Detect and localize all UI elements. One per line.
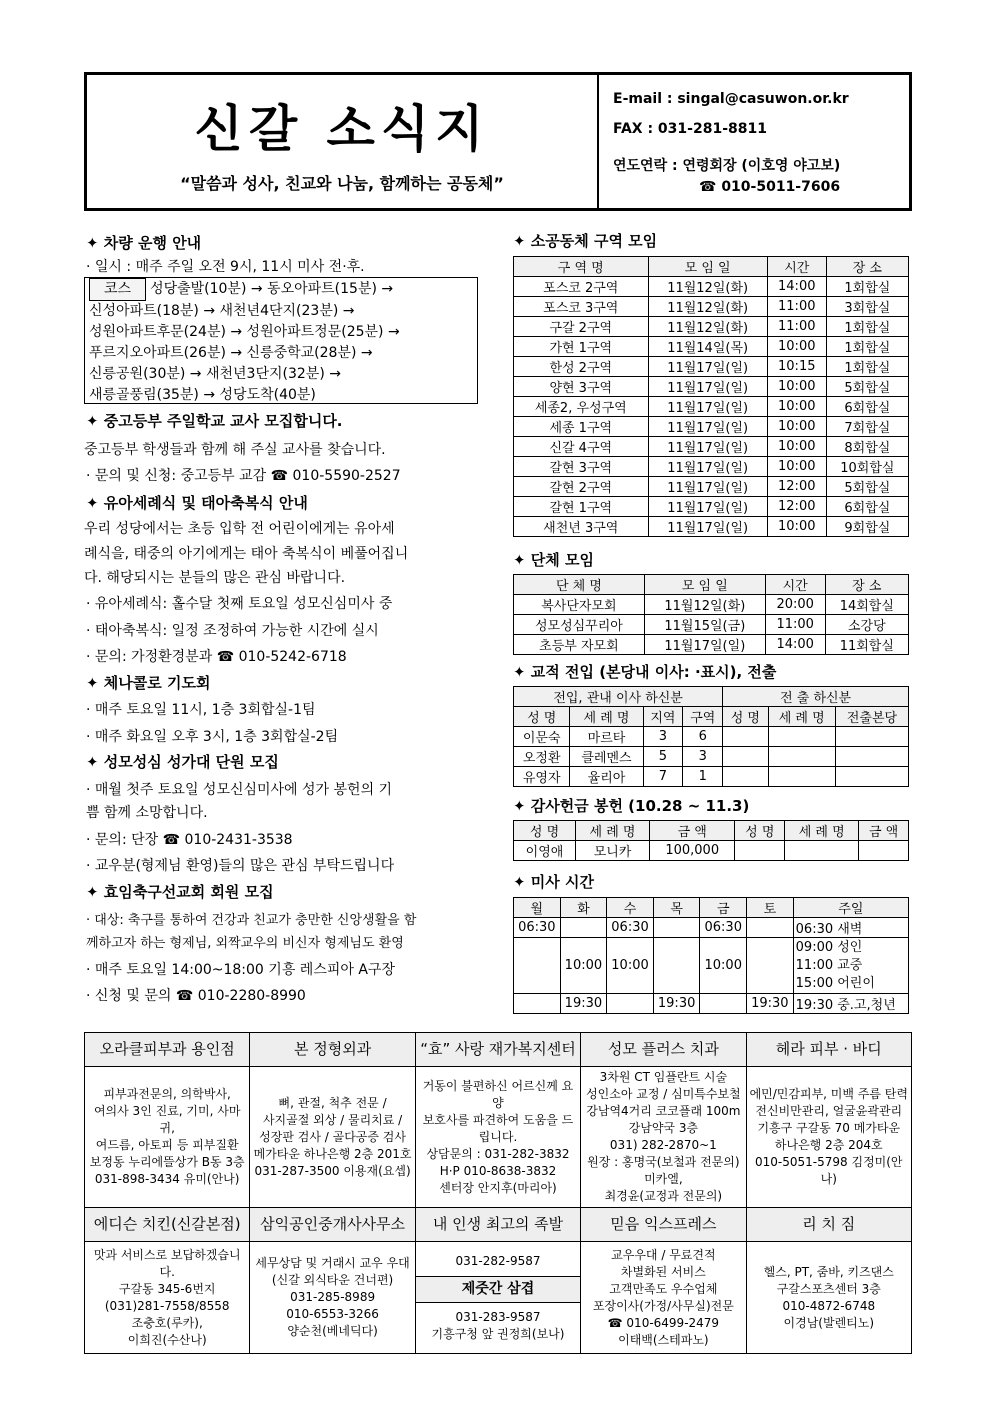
col-header: 주일: [793, 898, 908, 918]
cell: 06:30: [514, 918, 561, 938]
cell: 10:15: [767, 357, 826, 377]
section-teacher-title: ✦ 중고등부 주일학교 교사 모집합니다.: [86, 412, 343, 430]
choir-contact: · 문의: 단장 ☎ 010-2431-3538: [86, 832, 293, 848]
cell: 유영자: [514, 767, 570, 787]
ad-body: [415, 1242, 580, 1354]
cell: 10:00: [767, 457, 826, 477]
cell: 11월17일(일): [648, 357, 767, 377]
cell: 이영애: [514, 841, 576, 861]
cell: 가현 1구역: [514, 337, 649, 357]
col-header: 월: [514, 898, 561, 918]
cell: [835, 747, 908, 767]
cell: 11월17일(일): [648, 477, 767, 497]
ad-name: 본 정형외과: [250, 1033, 415, 1067]
cell: 19:30 중.고,청년: [793, 994, 908, 1014]
table-row: [514, 337, 909, 357]
cell: [835, 727, 908, 747]
ad-name: 삼익공인중개사사무소: [250, 1208, 415, 1242]
table-row: [514, 377, 909, 397]
col-header: 시간: [767, 257, 826, 277]
cell: 클레멘스: [570, 747, 643, 767]
section-mass-title: ✦ 미사 시간: [513, 873, 594, 891]
cell: 14:00: [765, 635, 825, 655]
col-header: 세 례 명: [785, 821, 859, 841]
col-header: 금 액: [859, 821, 909, 841]
cell: [723, 727, 768, 747]
table-header-row: [514, 707, 909, 727]
teacher-contact: · 문의 및 신청: 중고등부 교감 ☎ 010-5590-2527: [86, 468, 401, 484]
masthead-left: [87, 75, 599, 208]
cell: 11월17일(일): [648, 457, 767, 477]
table-row: [514, 747, 909, 767]
section-groups-title: ✦ 단체 모임: [513, 551, 594, 569]
cell: 11회합실: [825, 635, 908, 655]
cell: 3: [683, 747, 723, 767]
col-header: 토: [747, 898, 794, 918]
section-choir-title: ✦ 성모성심 성가대 단원 모집: [86, 753, 279, 771]
col-header: 구 역 명: [514, 257, 649, 277]
cell: 포스코 2구역: [514, 277, 649, 297]
table-row: [514, 277, 909, 297]
ad-line: 기흥구청 앞 권정희(보나): [431, 1326, 565, 1341]
table-row: [514, 477, 909, 497]
ad-line: 메가타운 하나은행 2층 201호: [253, 1146, 412, 1161]
cell: 06:30 새벽: [793, 918, 908, 938]
shuttle-schedule: · 일시 : 매주 주일 오전 9시, 11시 미사 전·후.: [86, 259, 365, 275]
cell: 10:00: [767, 517, 826, 537]
cenacolo-item: · 매주 화요일 오후 3시, 1층 3회합실-2팀: [86, 729, 339, 745]
ad-name: “효” 사랑 재가복지센터: [415, 1033, 580, 1067]
cell: 8회합실: [826, 437, 908, 457]
table-row: [514, 357, 909, 377]
ad-line: 고객만족도 우수업체: [609, 1281, 718, 1296]
cell: 3: [643, 727, 683, 747]
cell: 100,000: [650, 841, 735, 861]
cell: 6: [683, 727, 723, 747]
ad-body: [415, 1067, 580, 1208]
cell: 5회합실: [826, 477, 908, 497]
cell: 11월15일(금): [644, 615, 765, 635]
section-community-title: ✦ 소공동체 구역 모임: [513, 232, 658, 250]
mass-table: [513, 897, 909, 1014]
ad-line: 포장이사(가정/사무실)전문: [592, 1298, 734, 1313]
ad-line: 031-898-3434 유미(안나): [94, 1172, 240, 1186]
cell: 10:00: [767, 397, 826, 417]
table-row: [514, 317, 909, 337]
ad-line: 양순천(베네딕다): [287, 1324, 378, 1338]
ad-line: 강남역4거리 코코플래 100m 강남약국 3층: [586, 1104, 741, 1135]
col-header: 화: [560, 898, 607, 918]
col-header: 지역: [643, 707, 683, 727]
choir-item: · 매월 첫주 토요일 성모신심미사에 성가 봉헌의 기: [86, 782, 393, 798]
route-line: 신릉공원(30분) → 새천년3단지(32분) →: [89, 366, 341, 382]
table-row: [514, 767, 909, 787]
cell: 10회합실: [826, 457, 908, 477]
table-row: [514, 938, 909, 994]
cell: 1회합실: [826, 277, 908, 297]
cell: [768, 727, 835, 747]
ad-body: [746, 1242, 911, 1354]
col-header: 세 례 명: [576, 821, 650, 841]
table-row: [514, 437, 909, 457]
newsletter-motto: “말씀과 성사, 친교와 나눔, 함께하는 공동체”: [180, 174, 504, 193]
cell: [514, 938, 561, 994]
table-row: [514, 994, 909, 1014]
cell: 12:00: [767, 477, 826, 497]
cell: 6회합실: [826, 497, 908, 517]
ad-body: [250, 1242, 415, 1354]
ad-line: 이태백(스테파노): [618, 1332, 709, 1347]
cell: 10:00: [560, 938, 607, 994]
table-row: [514, 841, 909, 861]
ad-line: 전신비만관리, 얼굴윤곽관리: [755, 1104, 903, 1118]
masthead: [84, 72, 912, 211]
groups-table: [513, 574, 909, 655]
baptism-contact: · 문의: 가정환경분과 ☎ 010-5242-6718: [86, 649, 347, 665]
cell: [514, 994, 561, 1014]
cell: [747, 918, 794, 938]
cell: 10:00: [767, 337, 826, 357]
ad-line: 여의사 3인 진료, 기미, 사마귀,: [93, 1104, 241, 1135]
table-row: [514, 297, 909, 317]
cell: 마르타: [570, 727, 643, 747]
cell: 11월12일(화): [648, 297, 767, 317]
col-header: 단 체 명: [514, 575, 645, 595]
ad-line: 헬스, PT, 줌바, 키즈댄스: [763, 1264, 894, 1279]
cell: [768, 747, 835, 767]
ad-line: (신갈 외식타운 건너편): [271, 1273, 394, 1287]
cell: 1: [683, 767, 723, 787]
ad-line: 센터장 안지후(마리아): [439, 1180, 557, 1195]
ad-body: [581, 1242, 746, 1354]
cell: 10:00: [767, 437, 826, 457]
cell: 10:00: [767, 417, 826, 437]
cell: 모니카: [576, 841, 650, 861]
cell: 11월17일(일): [648, 417, 767, 437]
cell: 5회합실: [826, 377, 908, 397]
ad-line: 010-6553-3266: [286, 1307, 379, 1321]
ad-body: [746, 1067, 911, 1208]
table-row: [514, 615, 909, 635]
ad-line: 세무상담 및 거래시 교우 우대: [255, 1256, 410, 1270]
cell: 19:30: [747, 994, 794, 1014]
baptism-text: 례식을, 태중의 아기에게는 태아 축복식이 베풀어집니: [84, 546, 409, 562]
cell: [607, 994, 654, 1014]
contact-line: 연도연락 : 연령회장 (이호영 야고보): [613, 158, 841, 174]
cell: [793, 938, 908, 994]
ad-line: ☎ 010-6499-2479: [607, 1315, 720, 1330]
section-baptism-title: ✦ 유아세례식 및 태아축복식 안내: [86, 494, 308, 512]
contact-phone: ☎ 010-5011-7606: [699, 179, 841, 195]
table-header-row: [514, 687, 909, 707]
ad-name: 내 인생 최고의 족발: [415, 1208, 580, 1242]
cell: 14회합실: [825, 595, 908, 615]
ad-body: [85, 1242, 250, 1354]
table-header-row: [514, 257, 909, 277]
cell: 11월17일(일): [644, 635, 765, 655]
ad-line: 하나은행 2층 204호: [774, 1138, 883, 1152]
cell: [768, 767, 835, 787]
ad-line: 기흥구 구갈동 70 메가타운: [757, 1121, 901, 1135]
cell: 19:30: [560, 994, 607, 1014]
ad-line: 031-282-9587: [455, 1253, 541, 1268]
choir-item: 쁨 함께 소망합니다.: [86, 805, 208, 821]
table-row: [514, 417, 909, 437]
ad-line: 피부과전문의, 의학박사,: [103, 1087, 231, 1101]
ad-line: 031) 282-2870~1: [609, 1138, 717, 1152]
ad-line: 에민/민감피부, 미백 주름 탄력: [749, 1087, 908, 1101]
table-row: [514, 727, 909, 747]
col-header: 금: [700, 898, 747, 918]
table-row: [514, 635, 909, 655]
cell: [859, 841, 909, 861]
cell: 갈현 1구역: [514, 497, 649, 517]
section-shuttle-title: ✦ 차량 운행 안내: [86, 234, 202, 252]
cell: [653, 918, 700, 938]
col-header: 세 례 명: [768, 707, 835, 727]
ad-name: 믿음 익스프레스: [581, 1208, 746, 1242]
cell: 5: [643, 747, 683, 767]
cell: 11월17일(일): [648, 437, 767, 457]
cell: 14:00: [767, 277, 826, 297]
table-row: [514, 397, 909, 417]
ad-line: 010-4872-6748: [782, 1298, 876, 1313]
cell: 11:00: [765, 615, 825, 635]
cell: [835, 767, 908, 787]
route-line: 푸르지오아파트(26분) → 신릉중학교(28분) →: [89, 345, 373, 361]
ad-line: 최경윤(교정과 전문의): [604, 1189, 723, 1203]
cell: 10:00: [767, 377, 826, 397]
email-line: E-mail : singal@casuwon.or.kr: [613, 91, 849, 107]
cell: 11월12일(화): [648, 317, 767, 337]
cell: [653, 938, 700, 994]
section-soccer-title: ✦ 효임축구선교회 회원 모집: [86, 883, 274, 901]
baptism-text: 우리 성당에서는 초등 입학 전 어린이에게는 유아세: [84, 521, 395, 537]
mass-time: 09:00 성인: [795, 939, 863, 955]
ad-name: 오라클피부과 용인점: [85, 1033, 250, 1067]
cell: 11월17일(일): [648, 497, 767, 517]
ad-line: 원장 : 홍명국(보철과 전문의) 미카엘,: [587, 1155, 740, 1186]
cell: 복사단자모회: [514, 595, 645, 615]
cell: 11월12일(화): [644, 595, 765, 615]
soccer-item: · 매주 토요일 14:00~18:00 기흥 레스피아 A구장: [86, 962, 395, 978]
ad-name: 헤라 피부 · 바디: [746, 1033, 911, 1067]
cell: [735, 841, 785, 861]
cell: [560, 918, 607, 938]
ad-line: 성인소아 교정 / 심미특수보철: [586, 1087, 741, 1101]
cell: 06:30: [700, 918, 747, 938]
mass-time: 15:00 어린이: [795, 975, 875, 991]
ad-line: 이희진(수산나): [127, 1332, 207, 1347]
cenacolo-item: · 매주 토요일 11시, 1층 3회합실-1팀: [86, 702, 316, 718]
ad-body: [85, 1067, 250, 1208]
cell: 오정환: [514, 747, 570, 767]
cell: 갈현 3구역: [514, 457, 649, 477]
newsletter-title: 신갈 소식지: [194, 100, 490, 158]
ad-line: 조충호(루카),: [131, 1315, 203, 1330]
cell: 11월12일(화): [648, 277, 767, 297]
soccer-item: 께하고자 하는 형제님, 외짝교우의 비신자 형제님도 환영: [86, 936, 404, 951]
ad-line: 상담문의 : 031-282-3832: [426, 1146, 570, 1161]
cell: 19:30: [653, 994, 700, 1014]
cell: 11:00: [767, 317, 826, 337]
ad-line: 여드름, 아토피 등 피부질환: [95, 1138, 239, 1152]
table-row: [514, 497, 909, 517]
ad-line: 3차원 CT 임플란트 시술: [599, 1070, 728, 1084]
cell: [747, 938, 794, 994]
baptism-item: · 유아세례식: 홀수달 첫째 토요일 성모신심미사 중: [86, 596, 393, 612]
ad-line: 뼈, 관절, 척추 전문 /: [278, 1095, 387, 1110]
section-cenacolo-title: ✦ 체나콜로 기도회: [86, 674, 211, 692]
col-header: 시간: [765, 575, 825, 595]
cell: 세종 1구역: [514, 417, 649, 437]
cell: 1회합실: [826, 357, 908, 377]
cell: 11월17일(일): [648, 517, 767, 537]
cell: 율리아: [570, 767, 643, 787]
ad-line: 031-285-8989: [290, 1290, 376, 1304]
col-header: 장 소: [825, 575, 908, 595]
community-table: [513, 256, 909, 537]
col-header: 수: [607, 898, 654, 918]
cell: 3회합실: [826, 297, 908, 317]
ad-line: 보호사를 파견하여 도움을 드립니다.: [422, 1112, 574, 1144]
cell: 세종2, 우성구역: [514, 397, 649, 417]
ad-line: 맛과 서비스로 보답하겠습니다.: [93, 1247, 241, 1279]
cell: [723, 767, 768, 787]
cell: 11:00: [767, 297, 826, 317]
ad-line: 교우우대 / 무료견적: [611, 1247, 716, 1262]
soccer-contact: · 신청 및 문의 ☎ 010-2280-8990: [86, 988, 306, 1004]
ad-name: 성모 플러스 치과: [581, 1033, 746, 1067]
table-row: [514, 457, 909, 477]
soccer-item: · 대상: 축구를 통하여 건강과 친교가 충만한 신앙생활을 함: [86, 913, 417, 928]
col-header: 성 명: [735, 821, 785, 841]
ad-line: 031-283-9587: [455, 1309, 541, 1324]
table-header-row: [514, 898, 909, 918]
cell: 갈현 2구역: [514, 477, 649, 497]
route-line: 새릉골풍림(35분) → 성당도착(40분): [89, 387, 316, 403]
ad-line: 010-5051-5798 김정미(안나): [755, 1155, 903, 1186]
table-row: [514, 517, 909, 537]
cell: 한성 2구역: [514, 357, 649, 377]
col-header: 성 명: [723, 707, 768, 727]
cell: 12:00: [767, 497, 826, 517]
ad-line: 구갈동 345-6번지: [118, 1281, 216, 1296]
ad-line: H·P 010-8638-3832: [439, 1163, 557, 1178]
col-header: 전출본당: [835, 707, 908, 727]
cell: 구갈 2구역: [514, 317, 649, 337]
teacher-text: 중고등부 학생들과 함께 해 주실 교사를 찾습니다.: [84, 442, 386, 458]
ad-line: 성장판 검사 / 골다공증 검사: [259, 1129, 406, 1144]
cell: [785, 841, 859, 861]
ad-line: 구갈스포츠센터 3층: [776, 1281, 881, 1296]
ad-name: 에디슨 치킨(신갈본점): [85, 1208, 250, 1242]
cell: 이문숙: [514, 727, 570, 747]
ad-body: [581, 1067, 746, 1208]
cell: 7: [643, 767, 683, 787]
col-header: 금 액: [650, 821, 735, 841]
table-header-row: [514, 575, 909, 595]
ad-body: [250, 1067, 415, 1208]
col-header: 세 례 명: [570, 707, 643, 727]
section-offering-title: ✦ 감사헌금 봉헌 (10.28 ~ 11.3): [513, 797, 750, 815]
fax-line: FAX : 031-281-8811: [613, 121, 767, 137]
baptism-text: 다. 해당되시는 분들의 많은 관심 바랍니다.: [84, 570, 346, 586]
group-header-in: 전입, 관내 이사 하신분: [514, 687, 723, 707]
col-header: 성 명: [514, 821, 576, 841]
cell: 11월17일(일): [648, 397, 767, 417]
ad-subname: 제줏간 삼겹: [416, 1276, 580, 1303]
col-header: 모 임 일: [648, 257, 767, 277]
baptism-item: · 태아축복식: 일정 조정하여 가능한 시간에 실시: [86, 623, 379, 639]
transfer-table: [513, 686, 909, 787]
cell: [700, 994, 747, 1014]
table-row: [514, 595, 909, 615]
route-label: 코스: [89, 278, 146, 301]
route-line: 신성아파트(18분) → 새천년4단지(23분) →: [89, 303, 355, 319]
table-header-row: [514, 821, 909, 841]
ad-name: 리 치 짐: [746, 1208, 911, 1242]
col-header: 장 소: [826, 257, 908, 277]
cell: 신갈 4구역: [514, 437, 649, 457]
ad-line: 031-287-3500 이용재(요셉): [254, 1163, 411, 1178]
cell: 1회합실: [826, 317, 908, 337]
col-header: 모 임 일: [644, 575, 765, 595]
table-row: [514, 918, 909, 938]
col-header: 구역: [683, 707, 723, 727]
mass-time: 11:00 교중: [795, 957, 863, 973]
cell: 10:00: [607, 938, 654, 994]
cell: [723, 747, 768, 767]
route-line: 성당출발(10분) → 동오아파트(15분) →: [150, 281, 394, 297]
cell: 9회합실: [826, 517, 908, 537]
cell: 06:30: [607, 918, 654, 938]
ad-line: 거동이 불편하신 어르신께 요양: [422, 1078, 574, 1110]
cell: 20:00: [765, 595, 825, 615]
ad-line: 사지골절 외상 / 물리치료 /: [262, 1112, 403, 1127]
cell: 7회합실: [826, 417, 908, 437]
group-header-out: 전 출 하신분: [723, 687, 909, 707]
cell: 초등부 자모회: [514, 635, 645, 655]
route-line: 성원아파트후문(24분) → 성원아파트정문(25분) →: [89, 324, 400, 340]
cell: 포스코 3구역: [514, 297, 649, 317]
ad-line: 이경남(발렌티노): [783, 1315, 875, 1330]
ad-line: 보정동 누리에뜰상가 B동 3층: [89, 1155, 245, 1169]
choir-item: · 교우분(형제님 환영)들의 많은 관심 부탁드립니다: [86, 858, 395, 874]
shuttle-route-box: [84, 277, 478, 404]
cell: 양현 3구역: [514, 377, 649, 397]
col-header: 목: [653, 898, 700, 918]
cell: 소강당: [825, 615, 908, 635]
section-transfer-title: ✦ 교적 전입 (본당내 이사: ·표시), 전출: [513, 663, 777, 681]
offering-table: [513, 820, 909, 861]
cell: 6회합실: [826, 397, 908, 417]
cell: 1회합실: [826, 337, 908, 357]
cell: 새천년 3구역: [514, 517, 649, 537]
ad-line: 차별화된 서비스: [620, 1264, 706, 1279]
col-header: 성 명: [514, 707, 570, 727]
cell: 11월17일(일): [648, 377, 767, 397]
cell: 11월14일(목): [648, 337, 767, 357]
cell: 성모성심꾸리아: [514, 615, 645, 635]
ads-table: [84, 1032, 912, 1354]
cell: 10:00: [700, 938, 747, 994]
ad-line: (031)281-7558/8558: [104, 1298, 230, 1313]
masthead-contact: [599, 75, 909, 208]
